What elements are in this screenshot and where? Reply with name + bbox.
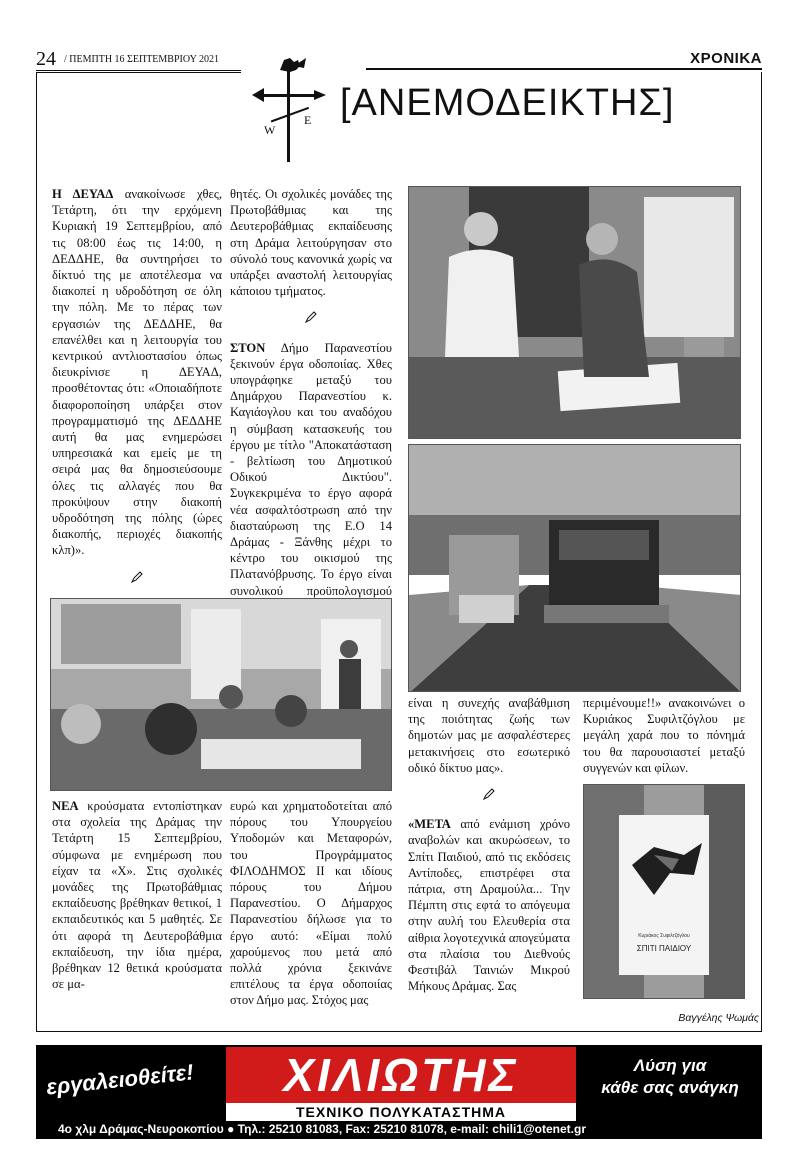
separator-pen-icon <box>52 571 222 587</box>
article-deyad <box>52 186 222 599</box>
page-number: 24 <box>36 48 56 70</box>
header-rule-right <box>366 68 762 70</box>
article-deyad-lead: Η ΔΕΥΑΔ <box>52 187 114 201</box>
vane-w-label: W <box>264 123 276 137</box>
vane-e-label: E <box>304 113 312 127</box>
page-header <box>36 48 762 72</box>
article-paranesti-continued <box>230 798 392 1009</box>
section-title: ΧΡΟΝΙΚΑ <box>690 50 762 67</box>
article-covid <box>52 798 222 992</box>
photo-road-paving <box>408 444 741 692</box>
weather-vane-icon <box>250 56 328 162</box>
photo-credit: Βαγγέλης Ψωμάς <box>678 1012 759 1024</box>
book-author: Κυριάκος Συφιλτζόγλου <box>638 933 690 939</box>
ad-brand-subtitle: ΤΕΧΝΙΚΟ ΠΟΛΥΚΑΤΑΣΤΗΜΑ <box>226 1103 576 1121</box>
photo-classroom <box>50 598 392 791</box>
ad-contact-line: 4ο χλμ Δράμας-Νευροκοπίου ● Τηλ.: 25210 81083, Fax: 25210 81078, e-mail: chili1@otenet.gr <box>58 1122 586 1136</box>
article-spiti-lead: «ΜΕΤΑ <box>408 817 451 832</box>
article-paranesti-text1: Δήμο Παρανεστίου ξεκινούν έργα οδοποιίας. Χθες υπογράφηκε μεταξύ του Δημάρχου Παρανεστίου κ. Καγιάογλου και του αναδόχου η σύμβαση κατασκευής του έργου με τίτλο "Αποκατάσταση - βελτίωση του Δημοτικού Οδικού Δικτύου". Συγκεκριμένα το έργο αφορά νέα ασφαλτόστρωση από την διασταύρωση της Ε.Ο 14 Δράμας - Ξάνθης μέχρι το κέντρο του οικισμού της Πλατανόβρυσης. Το έργο είναι συνολικού προϋπολογισμού <box>230 340 392 598</box>
photo-contract-signing <box>408 186 741 439</box>
book-title: ΣΠΙΤΙ ΠΑΙΔΙΟΥ <box>636 944 692 953</box>
article-paranesti-lead: ΣΤΟΝ <box>230 340 266 355</box>
article-spiti-text-cont: περιμένουμε!!» ανακοινώνει ο Κυριάκος Συφιλτζόγλου με μεγάλη χαρά που το πόνημά του θα παρουσιαστεί μεταξύ συγγενών και φίλων. <box>583 696 745 775</box>
article-paranesti-text2: ευρώ και χρηματοδοτείται από πόρους του Υπουργείου Υποδομών και Μεταφορών, του Προγράμματος ΦΙΛΟΔΗΜΟΣ ΙΙ και ιδίους πόρους του Δήμου Παρανεστίου. Ο Δήμαρχος Παρανεστίου δήλωσε για το έργο αυτό: «Είμαι πολύ χαρούμενος που μετά από πολλά χρόνια ξεκινάνε επιτέλους τα έργα οδοποιίας στον Δήμο μας. Στόχος μας <box>230 799 392 1008</box>
separator-pen-icon <box>230 311 392 327</box>
article-schools-continued: θητές. Οι σχολικές μονάδες της Πρωτοβάθμιας και της Δευτεροβάθμιας εκπαίδευσης στη Δράμα λειτούργησαν στο σύνολό τους κανονικά χωρίς να υπάρξει αναστολή λειτουργίας κάποιου τμήματος. <box>230 187 392 299</box>
article-paranesti-text3: είναι η συνεχής αναβάθμιση της ποιότητας ζωής των δημοτών μας με ασφαλέστερες μετακινήσεις στο εσωτερικό οδικό δίκτυο μας». <box>408 696 570 775</box>
column-title: [ΑΝΕΜΟΔΕΙΚΤΗΣ] <box>340 82 675 124</box>
article-deyad-text: ανακοίνωσε χθες, Τετάρτη, ότι την ερχόμενη Κυριακή 19 Σεπτεμβρίου, από τις 08:00 έως τις 14:00, η ΔΕΔΔΗΕ, θα συντηρήσει το δίκτυό της με αποτέλεσμα να διακοπεί η υδροδότηση σε όλη την πόλη. Με το πέρας των εργασιών της ΔΕΔΔΗΕ, θα επανέλθει και η λειτουργία του κεντρικού αντλιοστασίου όπως διευκρίνισε η ΔΕΥΑΔ, προσθέτοντας ότι: «Οποιαδήποτε διαφοροποίηση υπάρξει στον προγραμματισμό της ΔΕΔΔΗΕ αυτή θα μας ενημερώσει υπηρεσιακά και εμείς με τη σειρά μας θα δημοσιεύσουμε όλες τις αλλαγές που θα προκύψουν στην διακοπή υδροδότηση της πόλης (ώρες διακοπής, περιοχές διακοπής κλπ)». <box>52 187 222 558</box>
ad-slogan-right-line1: Λύση για <box>633 1056 707 1075</box>
article-covid-lead: ΝΕΑ <box>52 799 79 813</box>
article-paranesti-end <box>408 695 570 994</box>
article-spiti-end <box>583 695 745 776</box>
ad-slogan-right-line2: κάθε σας ανάγκη <box>601 1078 739 1097</box>
separator-pen-icon <box>408 788 570 804</box>
header-rule-left <box>36 70 241 71</box>
ad-slogan-left: εργαλειοθείτε! <box>45 1059 195 1100</box>
article-spiti-text: από ενάμιση χρόνο αναβολών και ακυρώσεων, το Σπίτι Παιδιού, από τις εκδόσεις Αντίποδες, επιστρέφει στα πάτρια, στη Δραμούλα... Την Πέμπτη στις εφτά το απόγευμα στην αυλή του Ελευθερία στα αίθρια λογοτεχνικά απογεύματα στα πλαίσια του Διεθνούς Φεστιβάλ Ταινιών Μικρού Μήκους Δράμας. Σας <box>408 817 570 994</box>
ad-brand-name: ΧΙΛΙΩΤΗΣ <box>226 1047 576 1103</box>
article-paranesti <box>230 186 392 615</box>
issue-date: / ΠΕΜΠΤΗ 16 ΣΕΠΤΕΜΒΡΙΟΥ 2021 <box>64 54 219 65</box>
photo-book-cover <box>583 784 745 999</box>
advertisement-banner <box>36 1045 762 1139</box>
ad-slogan-right <box>590 1055 750 1099</box>
article-covid-text: κρούσματα εντοπίστηκαν στα σχολεία της Δράμας την Τετάρτη 15 Σεπτεμβρίου, σύμφωνα με ενημέρωση που είχαν τα «Χ». Στις σχολικές μονάδες της Πρωτοβάθμιας εκπαίδευσης βρέθηκαν θετικοί, 1 εκπαιδευτικός και 5 μαθητές. Σε ότι αφορά τη Δευτεροβάθμια εκπαίδευση, την ίδια ημέρα, βρέθηκαν 12 θετικά κρούσματα σε μα- <box>52 799 222 992</box>
